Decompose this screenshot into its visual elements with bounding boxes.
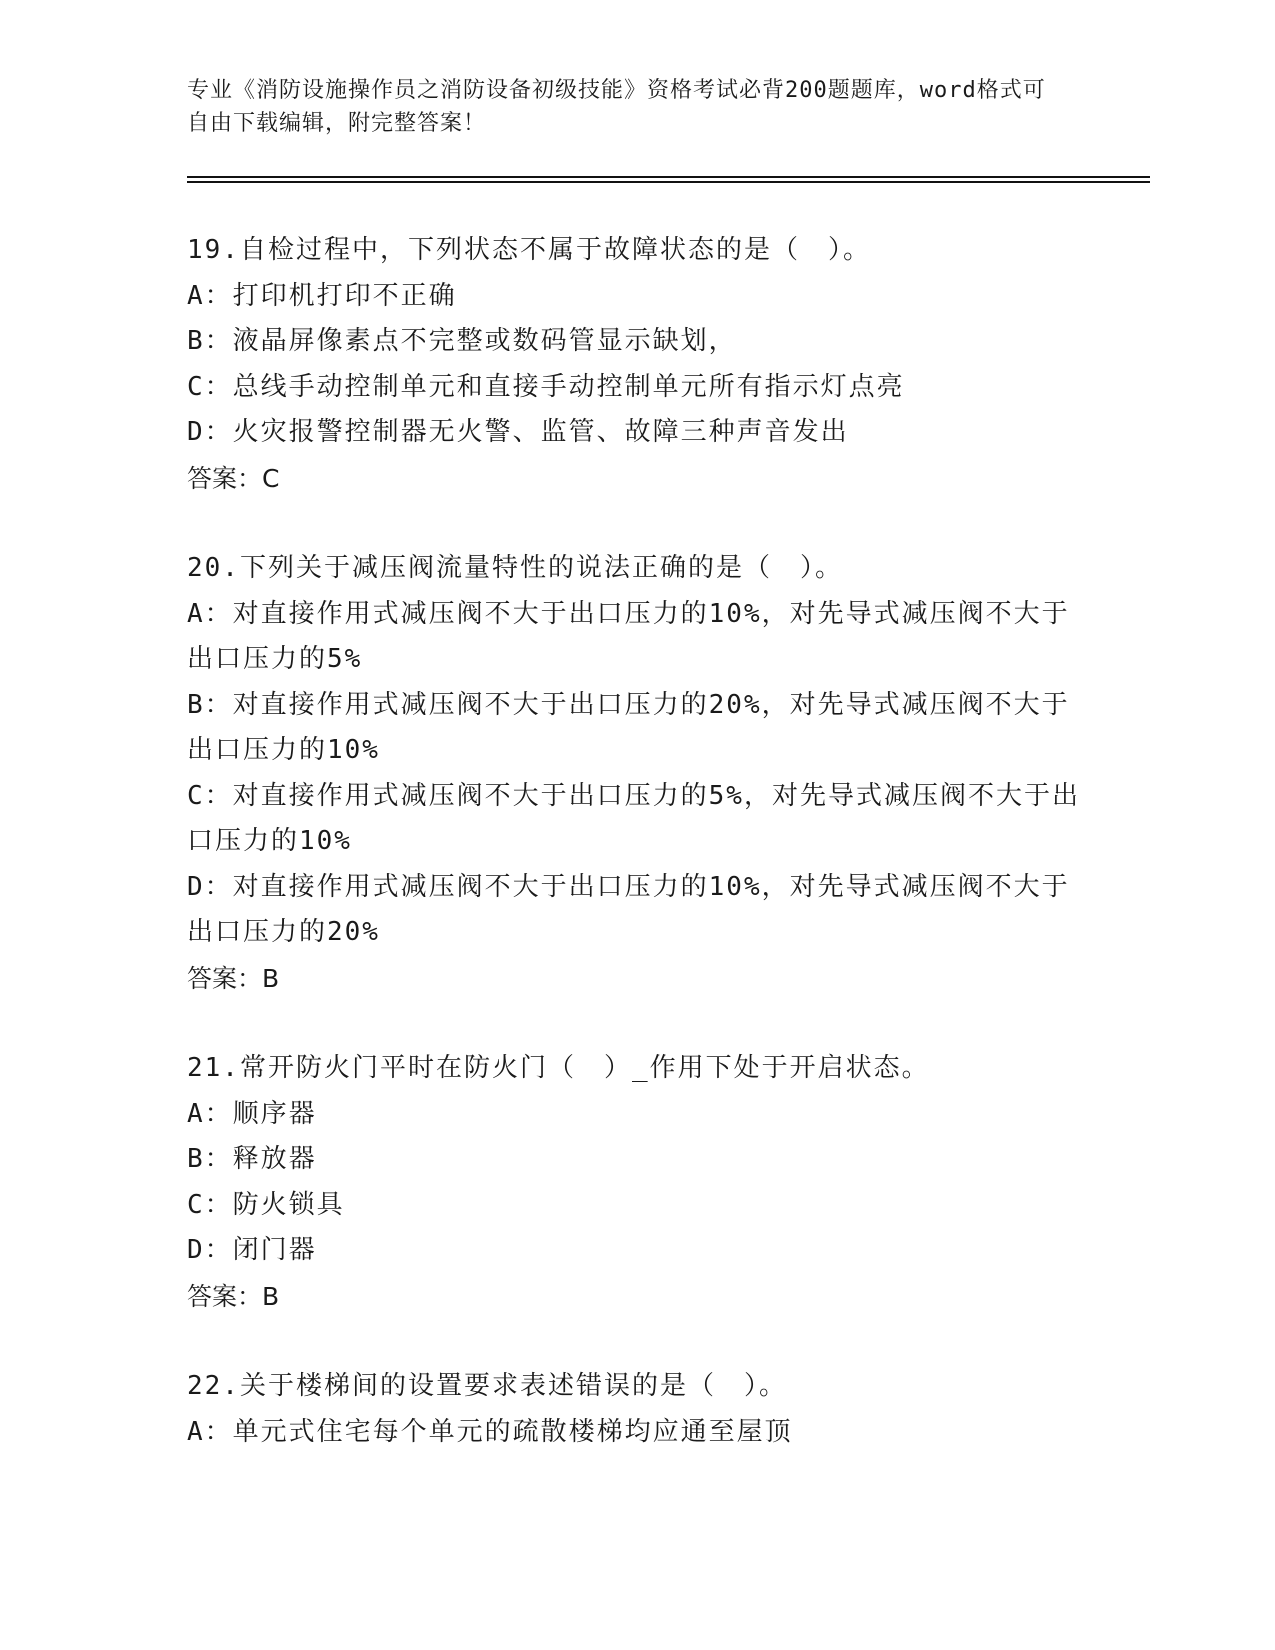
- question-20: [187, 546, 1087, 1001]
- option-b: B：液晶屏像素点不完整或数码管显示缺划，: [187, 326, 737, 356]
- question-19: [187, 228, 1087, 501]
- question-stem: 20.下列关于减压阀流量特性的说法正确的是（ ）。: [187, 553, 843, 583]
- header-divider-bottom: [187, 181, 1150, 183]
- question-21: [187, 1046, 1087, 1319]
- answer-line: 答案：B: [187, 963, 280, 993]
- question-stem: 22.关于楼梯间的设置要求表述错误的是（ ）。: [187, 1371, 787, 1401]
- question-list: [187, 228, 1087, 1455]
- document-header: [187, 74, 1067, 140]
- option-b: B：对直接作用式减压阀不大于出口压力的20%，对先导式减压阀不大于出口压力的10%: [187, 689, 1070, 765]
- header-divider-top: [187, 176, 1150, 178]
- question-stem: 21.常开防火门平时在防火门（ ）_作用下处于开启状态。: [187, 1053, 930, 1083]
- question-stem: 19.自检过程中，下列状态不属于故障状态的是（ ）。: [187, 235, 871, 265]
- option-d: D：闭门器: [187, 1235, 317, 1265]
- header-text: 专业《消防设施操作员之消防设备初级技能》资格考试必背200题题库，word格式可自由下载编辑，附完整答案！: [187, 78, 1046, 136]
- answer-line: 答案：C: [187, 463, 280, 493]
- option-a: A：顺序器: [187, 1098, 317, 1129]
- option-c: C：总线手动控制单元和直接手动控制单元所有指示灯点亮: [187, 371, 905, 402]
- option-a: A：对直接作用式减压阀不大于出口压力的10%，对先导式减压阀不大于出口压力的5%: [187, 598, 1070, 674]
- option-a: A：打印机打印不正确: [187, 280, 457, 311]
- option-a: A：单元式住宅每个单元的疏散楼梯均应通至屋顶: [187, 1416, 793, 1447]
- option-d: D：火灾报警控制器无火警、监管、故障三种声音发出: [187, 417, 849, 447]
- option-c: C：防火锁具: [187, 1189, 345, 1220]
- option-c: C：对直接作用式减压阀不大于出口压力的5%，对先导式减压阀不大于出口压力的10%: [187, 780, 1080, 856]
- option-d: D：对直接作用式减压阀不大于出口压力的10%，对先导式减压阀不大于出口压力的20%: [187, 871, 1070, 947]
- option-b: B：释放器: [187, 1144, 317, 1174]
- answer-line: 答案：B: [187, 1281, 280, 1311]
- question-22: [187, 1364, 1087, 1455]
